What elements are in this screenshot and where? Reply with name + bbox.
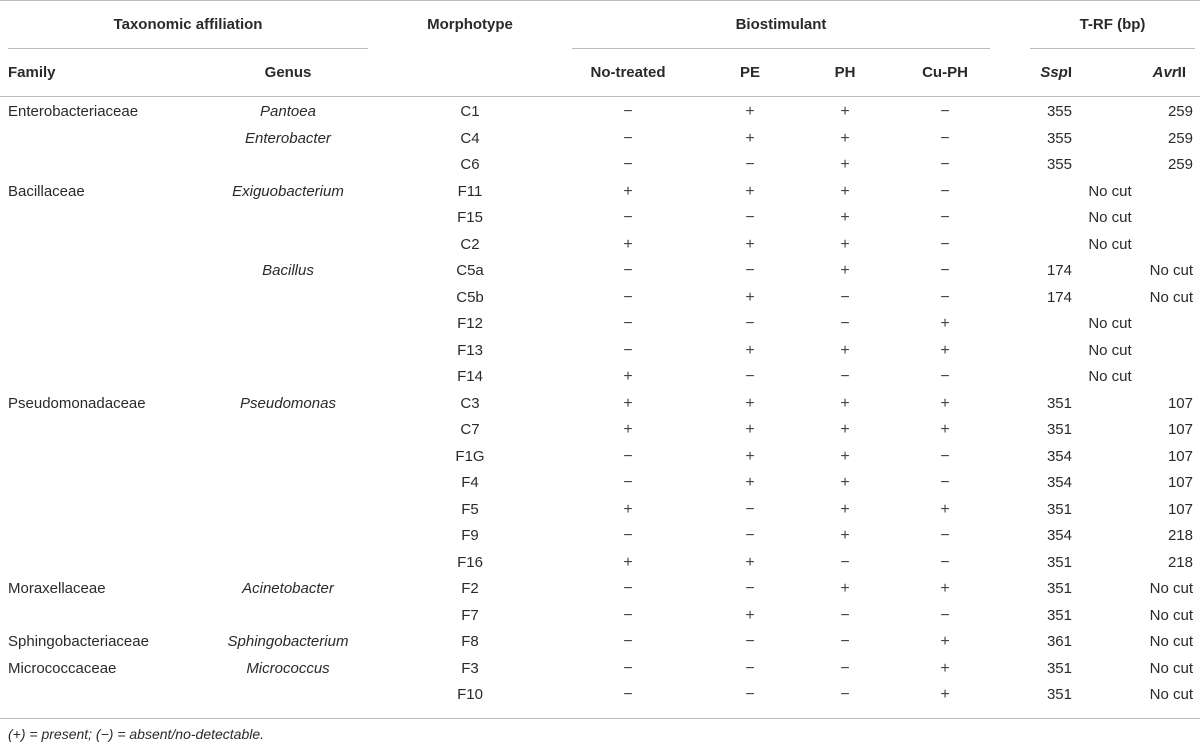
cell-family: Micrococcaceae — [8, 659, 117, 677]
cell-no-treated: + — [623, 421, 633, 438]
cell-morphotype: C5a — [456, 262, 484, 279]
cell-morphotype: C6 — [460, 156, 480, 173]
cell-no-treated: − — [623, 527, 633, 544]
header-morphotype: Morphotype — [427, 16, 513, 33]
cell-pe: + — [745, 288, 755, 306]
table-row — [0, 576, 1200, 603]
table-row — [0, 152, 1200, 179]
cell-no-treated: − — [623, 474, 633, 491]
cell-pe: + — [745, 235, 755, 253]
cell-cu-ph: + — [940, 421, 950, 438]
cell-cu-ph: + — [940, 500, 950, 518]
cell-morphotype: C3 — [460, 394, 480, 412]
header-biostimulant: Biostimulant — [735, 16, 827, 33]
cell-ph: + — [840, 262, 850, 279]
cell-sspi: 351 — [1046, 659, 1072, 677]
cell-morphotype: F11 — [457, 182, 483, 200]
cell-sspi: 361 — [1046, 633, 1072, 650]
cell-genus: Bacillus — [262, 262, 314, 279]
cell-no-treated: − — [623, 633, 633, 650]
table-row — [0, 523, 1200, 550]
table-row — [0, 179, 1200, 206]
cell-ph: + — [840, 129, 850, 147]
cell-cu-ph: + — [940, 394, 950, 412]
cell-ph: + — [840, 209, 850, 226]
cell-pe: + — [745, 421, 755, 438]
cell-pe: − — [745, 209, 755, 226]
header-bottom-rule — [0, 96, 1200, 97]
cell-avrii: 218 — [1167, 527, 1193, 544]
cell-morphotype: C4 — [460, 129, 480, 147]
table-row — [0, 285, 1200, 312]
cell-no-treated: − — [623, 209, 633, 226]
header-family: Family — [8, 64, 56, 81]
cell-avrii: 259 — [1167, 129, 1193, 147]
trf-underline — [1030, 48, 1195, 49]
cell-genus: Exiguobacterium — [232, 182, 344, 200]
cell-pe: − — [745, 315, 755, 332]
header-sspi-italic: Ssp — [1040, 64, 1068, 81]
cell-span: No cut — [1088, 368, 1132, 385]
table-row — [0, 205, 1200, 232]
cell-cu-ph: − — [940, 447, 950, 465]
cell-ph: + — [840, 500, 850, 518]
cell-cu-ph: − — [940, 527, 950, 544]
cell-sspi: 351 — [1046, 500, 1072, 518]
cell-span: No cut — [1088, 341, 1132, 359]
header-no-treated: No-treated — [590, 64, 666, 81]
footnote: (+) = present; (−) = absent/no-detectable. — [8, 726, 265, 742]
cell-pe: + — [745, 103, 755, 120]
cell-morphotype: F4 — [461, 474, 479, 491]
table-row — [0, 603, 1200, 630]
table-row — [0, 629, 1200, 656]
cell-pe: + — [745, 553, 755, 571]
cell-sspi: 355 — [1046, 103, 1072, 120]
cell-avrii: No cut — [1149, 633, 1193, 650]
cell-avrii: No cut — [1149, 288, 1193, 306]
cell-sspi: 351 — [1046, 421, 1072, 438]
cell-sspi: 355 — [1046, 156, 1072, 173]
cell-sspi: 355 — [1046, 129, 1072, 147]
cell-avrii: 107 — [1167, 394, 1193, 412]
cell-avrii: No cut — [1149, 606, 1193, 624]
cell-genus: Enterobacter — [245, 129, 331, 147]
cell-pe: + — [745, 474, 755, 491]
cell-no-treated: − — [623, 447, 633, 465]
cell-ph: + — [840, 103, 850, 120]
cell-family: Moraxellaceae — [8, 580, 106, 597]
cell-morphotype: F9 — [461, 527, 479, 544]
cell-avrii: No cut — [1149, 686, 1193, 703]
cell-ph: − — [840, 553, 850, 571]
cell-no-treated: + — [623, 394, 633, 412]
cell-cu-ph: + — [940, 580, 950, 597]
cell-sspi: 351 — [1046, 553, 1072, 571]
cell-no-treated: + — [623, 553, 633, 571]
cell-morphotype: F2 — [461, 580, 479, 597]
cell-cu-ph: − — [940, 262, 950, 279]
cell-no-treated: + — [623, 235, 633, 253]
table-row — [0, 391, 1200, 418]
cell-no-treated: + — [623, 182, 633, 200]
header-pe: PE — [739, 64, 760, 81]
cell-morphotype: C2 — [460, 235, 480, 253]
table-row — [0, 364, 1200, 391]
cell-avrii: No cut — [1149, 580, 1193, 597]
cell-morphotype: F1G — [455, 447, 485, 465]
cell-no-treated: − — [623, 129, 633, 147]
cell-ph: + — [840, 474, 850, 491]
cell-cu-ph: + — [940, 315, 950, 332]
cell-avrii: 107 — [1167, 421, 1193, 438]
cell-sspi: 351 — [1046, 580, 1072, 597]
cell-pe: − — [745, 633, 755, 650]
cell-ph: + — [840, 421, 850, 438]
cell-sspi: 354 — [1046, 447, 1072, 465]
cell-no-treated: − — [623, 156, 633, 173]
cell-morphotype: C5b — [456, 288, 484, 306]
cell-ph: − — [840, 288, 850, 306]
cell-morphotype: C7 — [460, 421, 480, 438]
cell-cu-ph: + — [940, 633, 950, 650]
cell-pe: − — [745, 500, 755, 518]
cell-ph: − — [840, 368, 850, 385]
cell-cu-ph: + — [940, 659, 950, 677]
cell-span: No cut — [1088, 182, 1132, 200]
cell-no-treated: − — [623, 262, 633, 279]
cell-morphotype: F10 — [457, 686, 483, 703]
cell-pe: − — [745, 262, 755, 279]
cell-pe: − — [745, 156, 755, 173]
table-row — [0, 99, 1200, 126]
cell-family: Sphingobacteriaceae — [8, 633, 149, 650]
cell-ph: + — [840, 341, 850, 359]
cell-cu-ph: − — [940, 288, 950, 306]
cell-no-treated: − — [623, 606, 633, 624]
cell-no-treated: − — [623, 686, 633, 703]
table-row — [0, 656, 1200, 683]
cell-cu-ph: − — [940, 368, 950, 385]
cell-morphotype: F3 — [461, 659, 479, 677]
cell-pe: + — [745, 606, 755, 624]
cell-ph: + — [840, 156, 850, 173]
cell-no-treated: + — [623, 368, 633, 385]
header-avrii — [1110, 60, 1186, 86]
cell-pe: − — [745, 686, 755, 703]
cell-ph: + — [840, 235, 850, 253]
cell-avrii: No cut — [1149, 262, 1193, 279]
cell-ph: − — [840, 606, 850, 624]
table-row — [0, 550, 1200, 577]
table-row — [0, 311, 1200, 338]
cell-ph: + — [840, 580, 850, 597]
table-row — [0, 470, 1200, 497]
cell-ph: + — [840, 447, 850, 465]
cell-genus: Pantoea — [260, 103, 316, 120]
cell-morphotype: F16 — [457, 553, 483, 571]
cell-no-treated: − — [623, 103, 633, 120]
cell-morphotype: F13 — [457, 341, 483, 359]
cell-sspi: 174 — [1046, 288, 1072, 306]
cell-pe: + — [745, 394, 755, 412]
cell-cu-ph: − — [940, 129, 950, 147]
table-row — [0, 444, 1200, 471]
header-trf: T-RF (bp) — [1079, 16, 1146, 33]
cell-genus: Sphingobacterium — [227, 633, 349, 650]
cell-avrii: 259 — [1167, 156, 1193, 173]
table-row — [0, 126, 1200, 153]
cell-ph: − — [840, 315, 850, 332]
table-row — [0, 258, 1200, 285]
header-avrii-italic: Avr — [1152, 64, 1178, 81]
cell-pe: − — [745, 527, 755, 544]
cell-sspi: 174 — [1046, 262, 1072, 279]
cell-cu-ph: + — [940, 686, 950, 703]
cell-sspi: 351 — [1046, 686, 1072, 703]
top-rule — [0, 0, 1200, 1]
cell-morphotype: F15 — [457, 209, 483, 226]
cell-span: No cut — [1088, 235, 1132, 253]
cell-ph: + — [840, 527, 850, 544]
cell-ph: + — [840, 394, 850, 412]
cell-morphotype: F12 — [457, 315, 483, 332]
header-genus: Genus — [264, 64, 312, 81]
cell-family: Bacillaceae — [8, 182, 85, 200]
cell-pe: + — [745, 182, 755, 200]
cell-family: Pseudomonadaceae — [8, 394, 146, 412]
cell-sspi: 351 — [1046, 606, 1072, 624]
cell-ph: − — [840, 686, 850, 703]
header-avrii-roman: II — [1177, 64, 1186, 81]
bottom-rule — [0, 718, 1200, 719]
cell-morphotype: F14 — [457, 368, 483, 385]
cell-no-treated: − — [623, 315, 633, 332]
cell-morphotype: F7 — [461, 606, 479, 624]
cell-no-treated: − — [623, 580, 633, 597]
cell-sspi: 354 — [1046, 527, 1072, 544]
cell-avrii: 107 — [1167, 474, 1193, 491]
cell-cu-ph: − — [940, 182, 950, 200]
taxonomic-underline — [8, 48, 368, 49]
header-sspi-roman: I — [1067, 64, 1072, 81]
cell-cu-ph: − — [940, 103, 950, 120]
cell-avrii: 218 — [1167, 553, 1193, 571]
table-row — [0, 338, 1200, 365]
cell-cu-ph: − — [940, 553, 950, 571]
cell-cu-ph: − — [940, 474, 950, 491]
table-row — [0, 232, 1200, 259]
header-sspi — [1010, 60, 1072, 86]
cell-morphotype: F8 — [461, 633, 479, 650]
header-cu-ph: Cu-PH — [922, 64, 968, 81]
table-row — [0, 497, 1200, 524]
cell-pe: + — [745, 129, 755, 147]
table-row — [0, 682, 1200, 709]
cell-avrii: No cut — [1149, 659, 1193, 677]
cell-morphotype: C1 — [460, 103, 480, 120]
header-ph: PH — [834, 64, 856, 81]
cell-ph: − — [840, 659, 850, 677]
table-row — [0, 417, 1200, 444]
cell-genus: Micrococcus — [246, 659, 330, 677]
cell-ph: + — [840, 182, 850, 200]
cell-pe: − — [745, 659, 755, 677]
cell-family: Enterobacteriaceae — [8, 103, 139, 120]
cell-pe: − — [745, 580, 755, 597]
header-taxonomic-affiliation: Taxonomic affiliation — [113, 16, 263, 33]
cell-ph: − — [840, 633, 850, 650]
cell-genus: Acinetobacter — [242, 580, 334, 597]
cell-span: No cut — [1088, 315, 1132, 332]
cell-cu-ph: − — [940, 156, 950, 173]
cell-pe: + — [745, 341, 755, 359]
cell-genus: Pseudomonas — [240, 394, 336, 412]
cell-sspi: 354 — [1046, 474, 1072, 491]
cell-span: No cut — [1088, 209, 1132, 226]
cell-cu-ph: − — [940, 209, 950, 226]
cell-cu-ph: − — [940, 235, 950, 253]
cell-no-treated: − — [623, 341, 633, 359]
cell-no-treated: − — [623, 288, 633, 306]
cell-avrii: 107 — [1167, 447, 1193, 465]
cell-pe: − — [745, 368, 755, 385]
cell-sspi: 351 — [1046, 394, 1072, 412]
cell-no-treated: − — [623, 659, 633, 677]
cell-morphotype: F5 — [461, 500, 479, 518]
cell-cu-ph: + — [940, 341, 950, 359]
cell-avrii: 259 — [1167, 103, 1193, 120]
cell-avrii: 107 — [1167, 500, 1193, 518]
cell-cu-ph: − — [940, 606, 950, 624]
biostimulant-underline — [572, 48, 990, 49]
cell-no-treated: + — [623, 500, 633, 518]
cell-pe: + — [745, 447, 755, 465]
